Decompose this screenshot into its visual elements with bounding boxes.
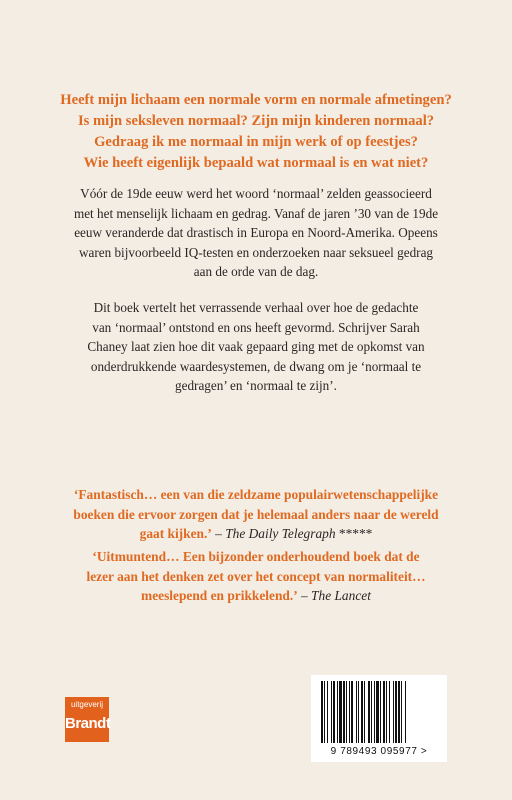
review-quote-telegraph [0, 485, 512, 544]
text-line: gedragen’ en ‘normaal te zijn’. [175, 378, 337, 394]
barcode-bar [339, 681, 342, 743]
barcode-bar [327, 681, 328, 743]
barcode-bar [324, 681, 325, 743]
barcode-bar [358, 681, 359, 743]
blurb-paragraph-2 [66, 298, 446, 396]
barcode-bar [331, 681, 332, 743]
barcode-bar [361, 681, 363, 743]
barcode-bar [374, 681, 375, 743]
quote-source [225, 526, 335, 541]
isbn-number: 9 789493 095977 > [330, 746, 428, 757]
barcode-bar [395, 681, 397, 743]
quote-source-name: The Lancet [311, 588, 371, 604]
barcode-bar [351, 681, 353, 743]
quote-rating: ***** [335, 526, 373, 542]
barcode-bar [349, 681, 350, 743]
barcode-bar [343, 681, 345, 743]
blurb-paragraph-1 [66, 184, 446, 282]
barcode-bar [401, 681, 402, 743]
barcode-bar [405, 681, 406, 743]
text-line: van ‘normaal’ ontstond en ons heeft gevormd. Schrijver Sarah [92, 319, 420, 335]
publisher-prefix: uitgeverij [70, 700, 103, 709]
text-line: Chaney laat zien hoe dit vaak gepaard ging met de opkomst van [87, 339, 425, 355]
barcode-bar [368, 681, 370, 743]
barcode-bar [389, 681, 390, 743]
quote-line: ‘Fantastisch… een van die zeldzame populairwetenschappelijke [73, 487, 439, 502]
barcode-bar [321, 681, 323, 743]
question-line: Wie heeft eigenlijk bepaald wat normaal is en wat niet? [83, 155, 429, 171]
quote-line: ‘Uitmuntend… Een bijzonder onderhoudend boek dat de [92, 549, 420, 564]
barcode-bar [337, 681, 338, 743]
barcode-bar [398, 681, 400, 743]
blurb [66, 184, 446, 412]
text-line: aan de orde van de dag. [193, 264, 319, 280]
barcode-bar [393, 681, 394, 743]
quote-text: meeslepend en prikkelend.’ [141, 588, 298, 604]
isbn-barcode [311, 675, 447, 762]
publisher-name: Brandt [65, 715, 111, 732]
barcode-bar [380, 681, 381, 743]
quote-line [0, 524, 512, 544]
barcode-bar [371, 681, 372, 743]
text-line: met het menselijk lichaam en gedrag. Vanaf de jaren ’30 van de 19de [73, 205, 439, 221]
barcode-bar [364, 681, 365, 743]
quote-dash: – [211, 526, 226, 542]
barcode-bar [386, 681, 387, 743]
barcode-bar [383, 681, 385, 743]
quote-source-name: The Daily Telegraph [225, 526, 336, 542]
quote-dash: – [297, 588, 312, 604]
barcode-bar [346, 681, 347, 743]
quote-source [311, 588, 371, 603]
question-line: Is mijn seksleven normaal? Zijn mijn kinderen normaal? [77, 113, 435, 129]
text-line: eeuw veranderde dat drastisch in Europa en Noord-Amerika. Opeens [74, 225, 438, 241]
barcode-bar [376, 681, 379, 743]
barcode-bar [356, 681, 357, 743]
question-line: Heeft mijn lichaam een normale vorm en normale afmetingen? [60, 92, 452, 108]
text-line: Vóór de 19de eeuw werd het woord ‘normaal’ zelden geassocieerd [80, 186, 432, 201]
text-line: onderdrukkende waardesystemen, de dwang om je ‘normaal te [90, 358, 422, 374]
quote-line: lezer aan het denken zet over het concept van normaliteit… [86, 568, 426, 584]
questions-block [0, 90, 512, 174]
review-quote-lancet [0, 547, 512, 606]
text-line: Dit boek vertelt het verrassende verhaal over hoe de gedachte [93, 299, 419, 315]
text-line: waren bijvoorbeeld IQ-testen en onderzoeken naar seksueel gedrag [78, 244, 434, 260]
quote-text: gaat kijken.’ [139, 526, 212, 542]
quote-line: boeken die ervoor zorgen dat je helemaal anders naar de wereld [73, 506, 439, 522]
quote-line [0, 586, 512, 606]
question-line: Gedraag ik me normaal in mijn werk of op feestjes? [94, 134, 418, 150]
barcode-bar [333, 681, 335, 743]
publisher-logo [65, 697, 109, 742]
